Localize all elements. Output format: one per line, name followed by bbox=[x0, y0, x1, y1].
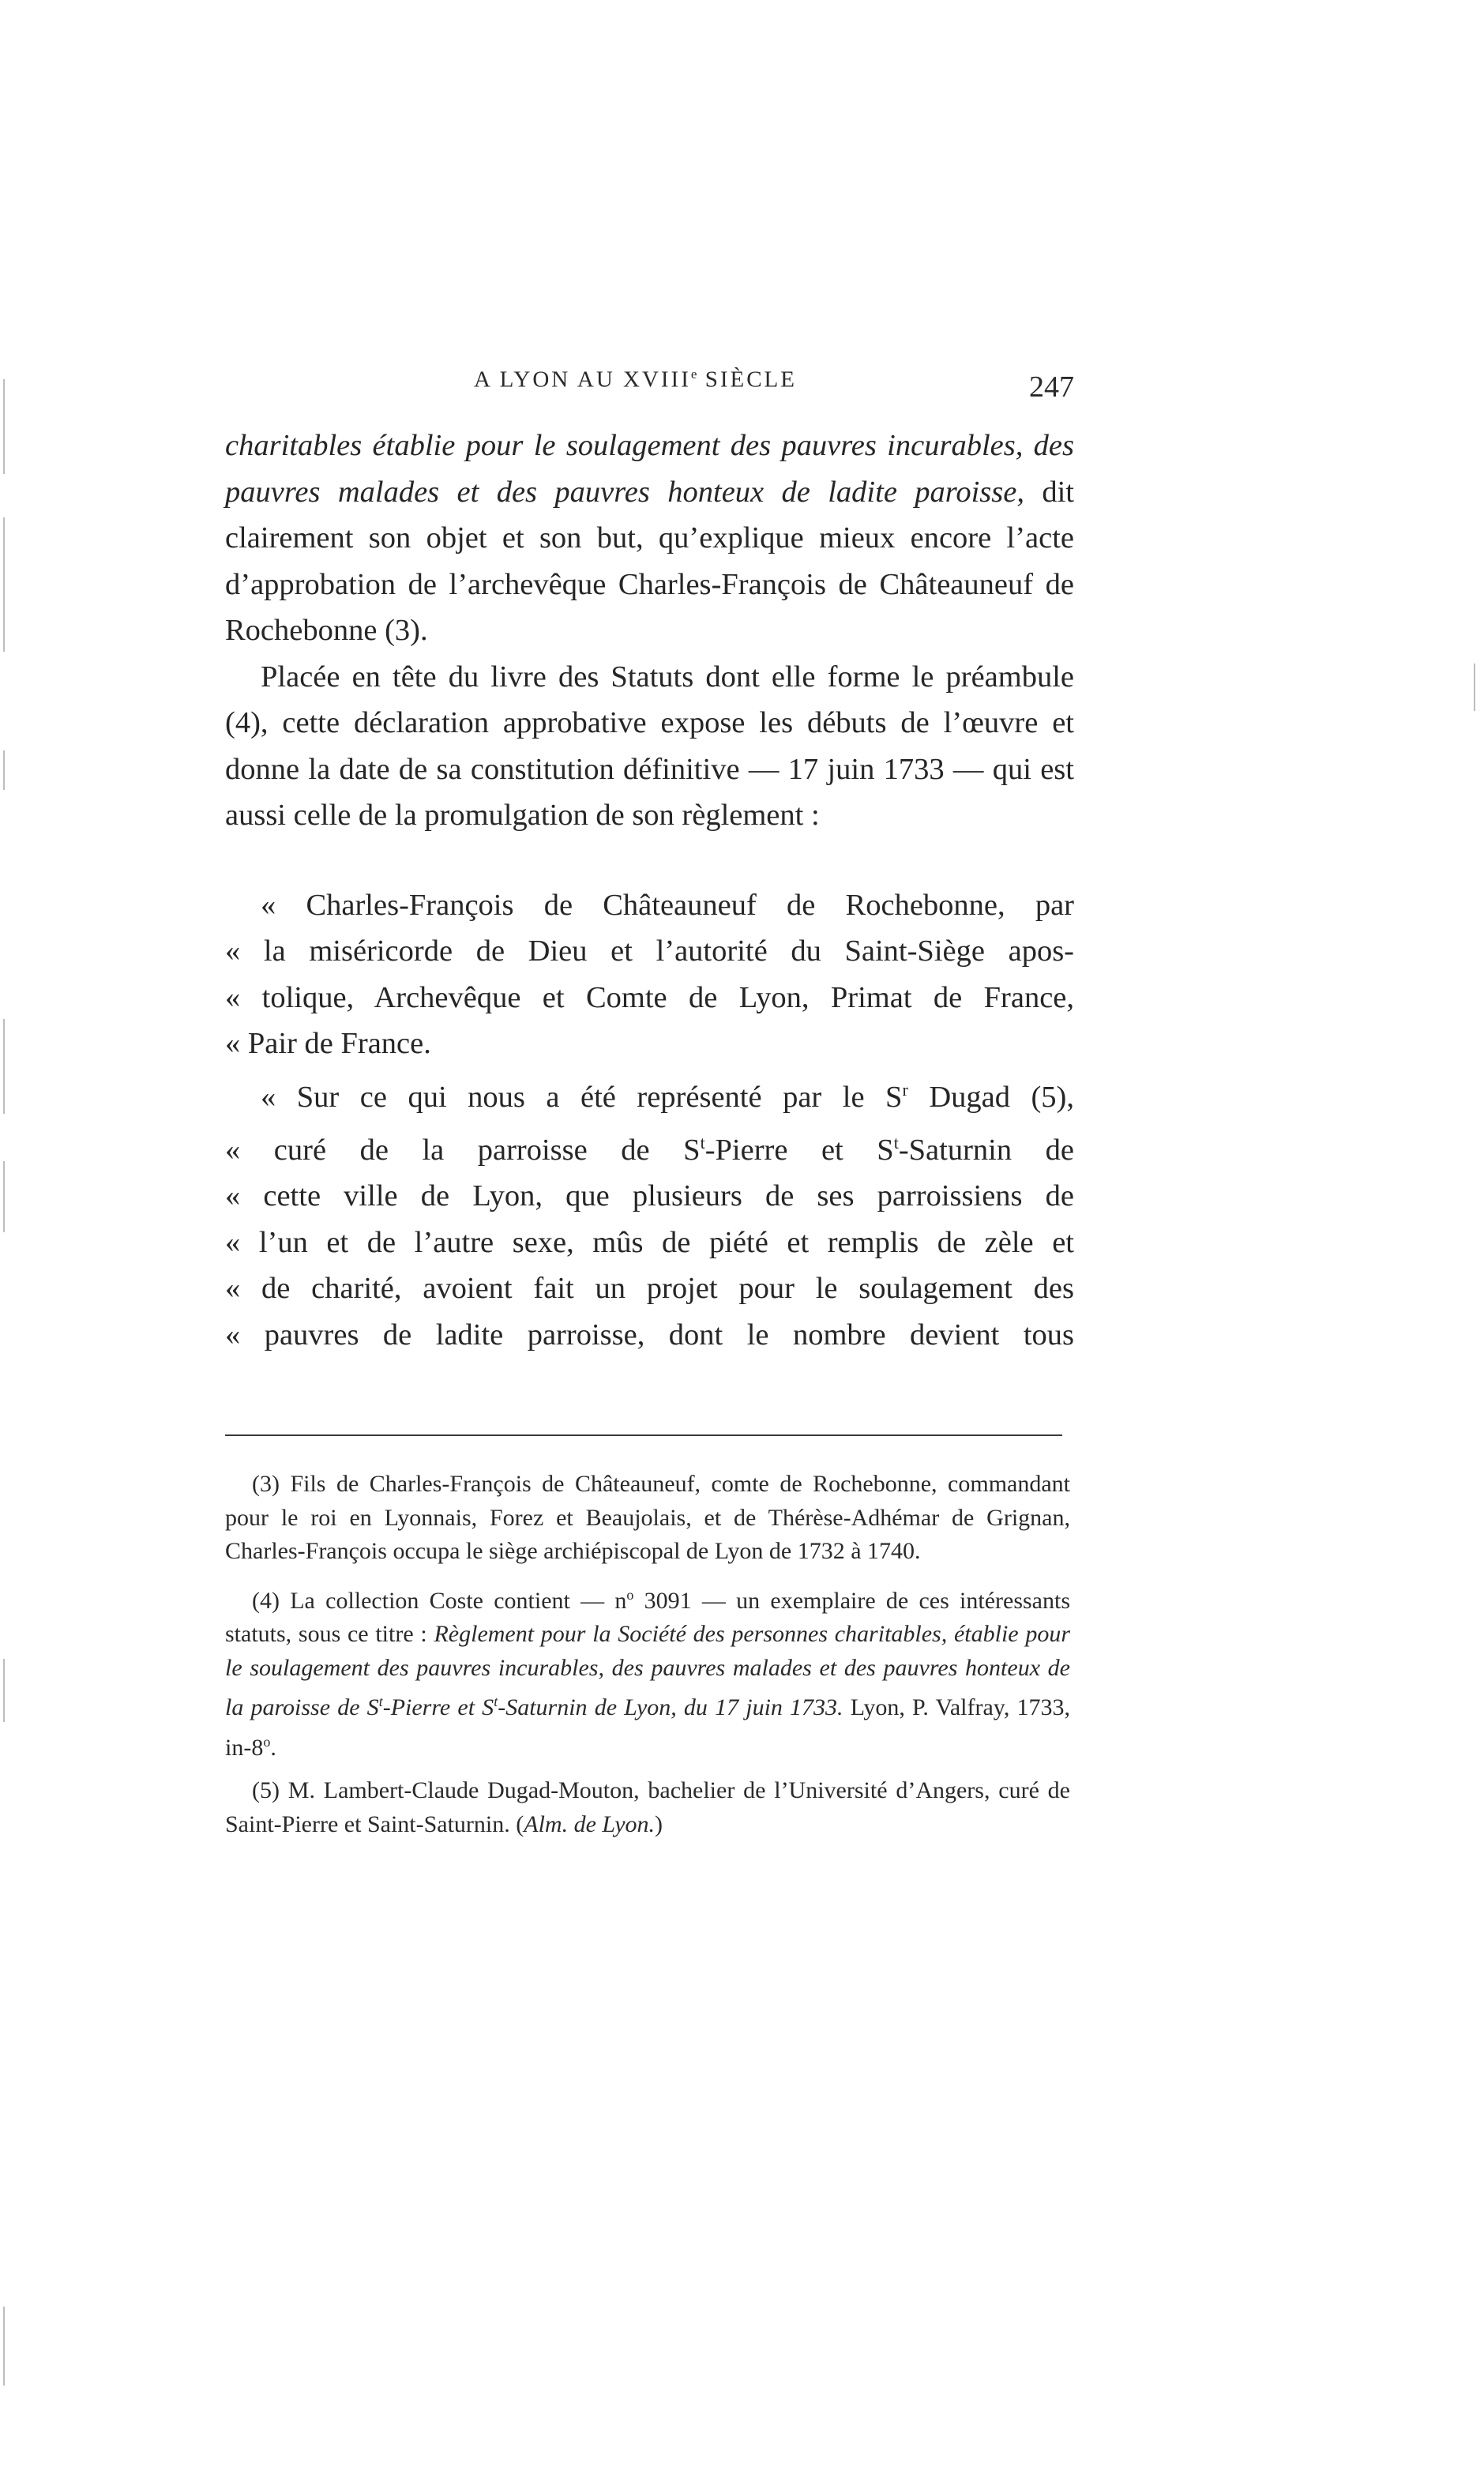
quote-line: « cette ville de Lyon, que plusieurs de ses parroissiens de bbox=[225, 1179, 1074, 1213]
main-text bbox=[225, 423, 1074, 1358]
scan-edge-mark bbox=[3, 1161, 5, 1232]
page-number: 247 bbox=[1029, 370, 1074, 404]
quote-line: « de charité, avoient fait un projet pour le soulagement des bbox=[225, 1272, 1074, 1306]
scan-edge-mark bbox=[3, 517, 5, 652]
footnote-4: (4) La collection Coste contient — $n^o$ 3091 — un exemplaire de ces intéressants statuts, sous ce titre : Règlement pour la Société des personnes charitables, établie pour le soulagement des pauvres incurables, des pauvres malades et des pauvres honteux de la paroisse de $S^t$-Pierre et $S^t$-Saturnin de Lyon, du 17 juin 1733. Lyon, P. Valfray, 1733, in-8$^o$. bbox=[225, 1586, 1071, 1761]
quote-line: « Charles-François de Châteauneuf de Rochebonne, par bbox=[261, 888, 1074, 922]
quote-line: « pauvres de ladite parroisse, dont le nombre devient tous bbox=[225, 1318, 1074, 1352]
quote-line: « Pair de France. bbox=[225, 1027, 431, 1060]
quote-line: « tolique, Archevêque et Comte de Lyon, Primat de France, bbox=[225, 980, 1074, 1014]
running-header bbox=[225, 362, 1074, 409]
scan-edge-mark bbox=[3, 2307, 5, 2386]
paragraph-preamble: Placée en tête du livre des Statuts dont elle forme le préambule (4), cette déclaration approbative expose les débuts de l’œuvre et donne la date de sa constitution définitive — 17 juin 1733 — qui est aussi celle de la promulgation de son règlement : bbox=[225, 660, 1074, 832]
quote-line: « l’un et de l’autre sexe, mûs de piété et remplis de zèle et bbox=[225, 1225, 1074, 1259]
scan-edge-mark bbox=[3, 1019, 5, 1114]
quote-line: « Sur ce qui nous a été représenté par le $S^r$ Dugad (5), bbox=[261, 1079, 1074, 1114]
footnote-divider bbox=[225, 1434, 1062, 1436]
footnote-3: (3) Fils de Charles-François de Châteauneuf, comte de Rochebonne, commandant pour le roi en Lyonnais, Forez et Beaujolais, et de Thérèse-Adhémar de Grignan, Charles-François occupa le siège archiépiscopal de Lyon de 1732 à 1740. bbox=[225, 1471, 1070, 1564]
footnotes bbox=[225, 1468, 1070, 1851]
footnote-5: (5) M. Lambert-Claude Dugad-Mouton, bachelier de l’Université d’Angers, curé de Saint-Pierre et Saint-Saturnin. (Alm. de Lyon.) bbox=[225, 1777, 1070, 1837]
paragraph-continuation: charitables établie pour le soulagement des pauvres incurables, des pauvres malades et des pauvres honteux de ladite paroisse, dit clairement son objet et son but, qu’explique mieux encore l’acte d’approbation de l’archevêque Charles-François de Châteauneuf de Rochebonne (3). bbox=[225, 429, 1074, 647]
scan-edge-mark bbox=[3, 379, 5, 474]
scan-edge-mark bbox=[3, 1659, 5, 1722]
quote-line: « la miséricorde de Dieu et l’autorité du Saint-Siège apos- bbox=[225, 934, 1074, 968]
running-title: A LYON AU XVIIIe SIÈCLE bbox=[474, 367, 797, 393]
quote-line: « curé de la parroisse de $S^t$-Pierre et $S^t$-Saturnin de bbox=[225, 1132, 1074, 1167]
scan-edge-mark bbox=[1474, 664, 1475, 711]
scan-edge-mark bbox=[3, 750, 5, 790]
quote-block bbox=[225, 882, 1074, 1359]
